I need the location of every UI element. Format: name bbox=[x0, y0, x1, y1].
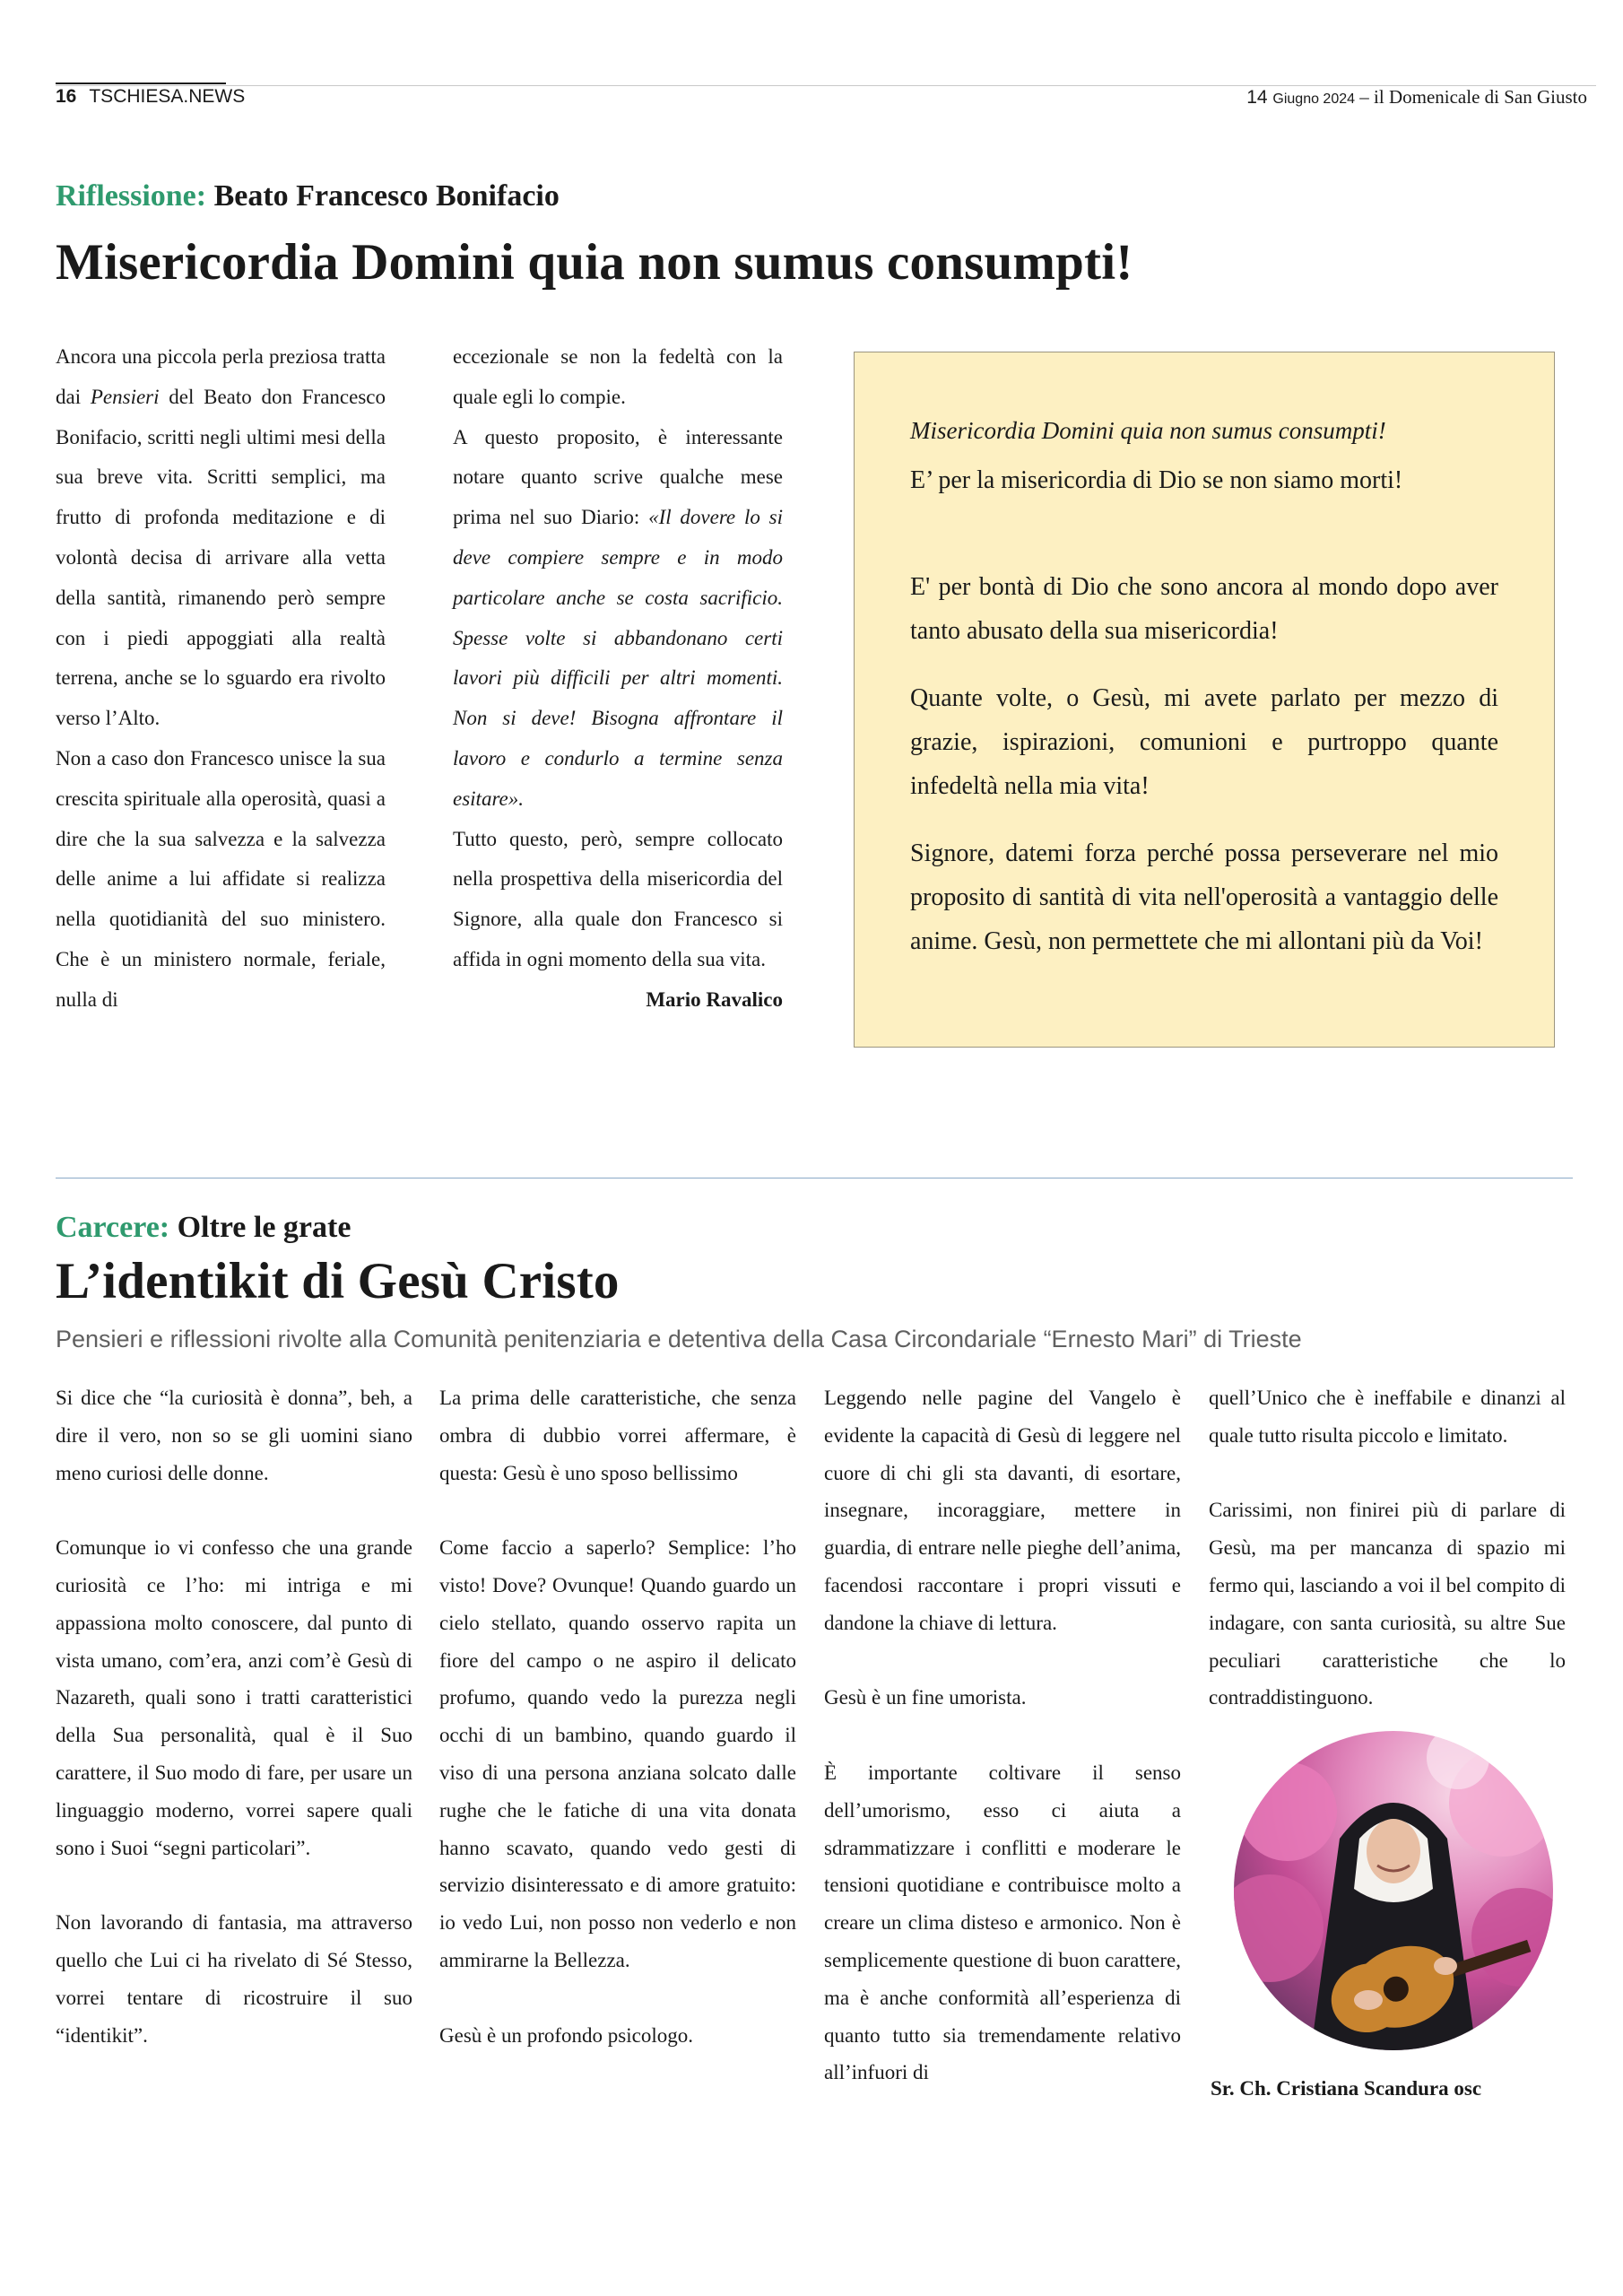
article1-col1-p1-text-a: Ancora una piccola perla preziosa tratta dai bbox=[56, 345, 386, 408]
article2-column-2 bbox=[439, 1379, 796, 2092]
header-rule-accent bbox=[56, 83, 226, 84]
author-photo bbox=[1234, 1731, 1553, 2050]
article2-col1-paragraph: Non lavorando di fantasia, ma attraverso quello che Lui ci ha rivelato di Sé Stesso, vorrei tentare di ricostruire il suo “identikit”. bbox=[56, 1911, 412, 2047]
article1-col2-paragraph-1: eccezionale se non la fedeltà con la quale egli lo compie. bbox=[453, 345, 783, 408]
article2-col3-paragraph: Gesù è un fine umorista. bbox=[824, 1686, 1027, 1709]
article1-col1-paragraph-2: Non a caso don Francesco unisce la sua crescita spirituale alla operosità, quasi a dire che la sua salvezza e la salvezza delle anime a lui affidate si realizza nella quotidianità del suo ministero. Che è un ministero normale, feriale, nulla di bbox=[56, 746, 386, 1011]
article1-col2-p2-quote: «Il dovere lo si deve compiere sempre e in modo particolare anche se costa sacrificio. Spesse volte si abbandonano certi lavori più difficili per altri momenti. Non si deve! Bisogna affrontare il lavoro e condurlo a termine senza esitare». bbox=[453, 506, 783, 810]
article1-col1-paragraph-1 bbox=[56, 337, 386, 739]
article2-col1-paragraph: Comunque io vi confesso che una grande curiosità ce l’ho: mi intriga e mi appassiona molto conoscere, dal punto di vista umano, com’era, anzi com’è Gesù di Nazareth, quali sono i tratti caratteristici della Sua personalità, qual è il Suo carattere, il Suo modo di fare, per usare un linguaggio moderno, vorrei sapere quali sono i Suoi “segni particolari”. bbox=[56, 1536, 412, 1859]
page-number: 16 bbox=[56, 86, 77, 107]
article2-col2-paragraph: Come faccio a saperlo? Semplice: l’ho visto! Dove? Ovunque! Quando guardo un cielo stellato, quando osservo rapita un fiore del campo o ne aspiro il delicato profumo, quando vedo la purezza negli occhi di un bambino, quando guardo il viso di una persona anziana solcato dalle rughe che le fatiche di una vita donata hanno scavato, quando vedo gesti di servizio disinteressato e di amore gratuito: io vedo Lui, non posso non vederlo e non ammirarne la Bellezza. bbox=[439, 1536, 796, 1971]
issue-date-day: 14 bbox=[1246, 87, 1268, 108]
header-right bbox=[1246, 86, 1587, 109]
author-photo-illustration bbox=[1234, 1731, 1553, 2050]
article1-category: Riflessione: bbox=[56, 179, 207, 213]
article2-column-3 bbox=[824, 1379, 1181, 2129]
article1-col2-p2-text: A questo proposito, è interessante notare quanto scrive qualche mese prima nel suo Diario: bbox=[453, 425, 783, 529]
article2-col1-paragraph: Si dice che “la curiosità è donna”, beh, a dire il vero, non so se gli uomini siano meno curiosi delle donne. bbox=[56, 1387, 412, 1484]
quote-box bbox=[854, 352, 1555, 1048]
article1-signature: Mario Ravalico bbox=[646, 987, 783, 1011]
article2-subtitle: Pensieri e riflessioni rivolte alla Comunità penitenziaria e detentiva della Casa Circondariale “Ernesto Mari” di Trieste bbox=[56, 1326, 1302, 1352]
article1-subject: Beato Francesco Bonifacio bbox=[213, 179, 560, 213]
article2-col2-paragraph: Gesù è un profondo psicologo. bbox=[439, 2023, 693, 2047]
article1-column-2 bbox=[453, 337, 783, 1021]
article2-subject: Oltre le grate bbox=[177, 1211, 352, 1244]
article2-column-1 bbox=[56, 1379, 412, 2092]
article2-col3-paragraph: Leggendo nelle pagine del Vangelo è evidente la capacità di Gesù di leggere nel cuore di chi gli sta davanti, di esortare, insegnare, incoraggiare, mettere in guardia, di entrare nelle pieghe dell’anima, facendosi raccontare i propri vissuti e dandone la chiave di lettura. bbox=[824, 1387, 1181, 1634]
article2-col2-paragraph: La prima delle caratteristiche, che senza ombra di dubbio vorrei affermare, è questa: Gesù è uno sposo bellissimo bbox=[439, 1387, 796, 1484]
article1-kicker bbox=[56, 179, 560, 213]
quote-paragraph-4: Quante volte, o Gesù, mi avete parlato per mezzo di grazie, ispirazioni, comunioni e purtroppo quante infedeltà nella mia vita! bbox=[910, 684, 1498, 800]
article2-title: L’identikit di Gesù Cristo bbox=[56, 1253, 620, 1309]
article2-kicker bbox=[56, 1211, 351, 1245]
publication-name: – il Domenicale di San Giusto bbox=[1359, 86, 1587, 108]
article2-col4-paragraph: quell’Unico che è ineffabile e dinanzi al quale tutto risulta piccolo e limitato. bbox=[1209, 1387, 1566, 1447]
article1-col1-p1-italic: Pensieri bbox=[90, 385, 160, 408]
article2-column-4 bbox=[1209, 1379, 1566, 1754]
article1-col2-paragraph-2 bbox=[453, 418, 783, 820]
article1-col1-p1-text-b: del Beato don Francesco Bonifacio, scritti negli ultimi mesi della sua breve vita. Scritti semplici, ma frutto di profonda meditazione e di volontà decisa di arrivare alla vetta della santità, rimanendo però sempre con i piedi appoggiati alla realtà terrena, anche se lo sguardo era rivolto verso l’Alto. bbox=[56, 385, 386, 730]
quote-line-1: Misericordia Domini quia non sumus consumpti! bbox=[910, 417, 1386, 444]
site-name: TSCHIESA.NEWS bbox=[89, 86, 246, 107]
author-caption: Sr. Ch. Cristiana Scandura osc bbox=[1211, 2077, 1482, 2100]
article2-category: Carcere: bbox=[56, 1211, 170, 1244]
issue-date-rest: Giugno 2024 bbox=[1272, 91, 1356, 107]
quote-line-2: E’ per la misericordia di Dio se non siamo morti! bbox=[910, 466, 1403, 494]
quote-paragraph-5: Signore, datemi forza perché possa perseverare nel mio proposito di santità di vita nell'operosità a vantaggio delle anime. Gesù, non permettete che mi allontani più da Voi! bbox=[910, 839, 1498, 955]
article1-column-1 bbox=[56, 337, 386, 1021]
header-left bbox=[56, 86, 245, 108]
article2-col4-paragraph: Carissimi, non finirei più di parlare di Gesù, ma per mancanza di spazio mi fermo qui, lasciando a voi il bel compito di indagare, con santa curiosità, su altre Sue peculiari caratteristiche che lo contraddistinguono. bbox=[1209, 1499, 1566, 1709]
article1-title: Misericordia Domini quia non sumus consumpti! bbox=[56, 234, 1133, 291]
article2-col3-paragraph: È importante coltivare il senso dell’umorismo, esso ci aiuta a sdrammatizzare i conflitti e moderare le tensioni quotidiane e contribuisce molto a creare un clima disteso e armonico. Non è semplicemente questione di buon carattere, ma è anche conformità all’esperienza di quanto tutto sia tremendamente relativo all’infuori di bbox=[824, 1761, 1181, 2084]
quote-paragraph-3: E' per bontà di Dio che sono ancora al mondo dopo aver tanto abusato della sua misericordia! bbox=[910, 573, 1498, 645]
article1-col2-paragraph-3: Tutto questo, però, sempre collocato nella prospettiva della misericordia del Signore, alla quale don Francesco si affida in ogni momento della sua vita. bbox=[453, 827, 783, 970]
issue-date bbox=[1246, 87, 1355, 108]
